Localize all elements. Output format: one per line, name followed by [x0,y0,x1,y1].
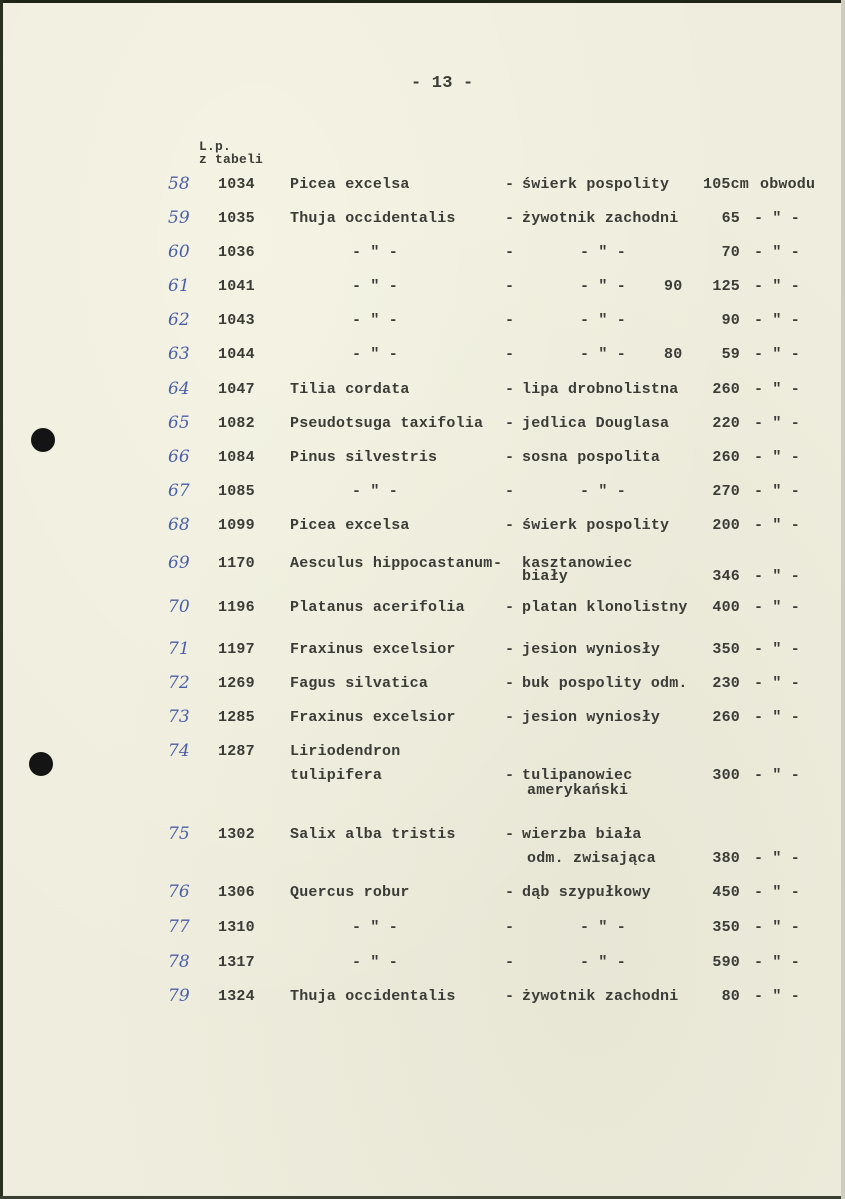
circumference: 350 [712,919,740,936]
handwritten-number: 77 [168,917,190,937]
handwritten-number: 78 [168,952,190,972]
table-number: 1269 [218,675,255,692]
table-number: 1036 [218,244,255,261]
ditto-unit: - " - [754,449,801,466]
ditto-unit: - " - [754,954,801,971]
polish-name: świerk pospolity [522,176,670,193]
dash: - [505,210,515,227]
ditto-unit: - " - [754,919,801,936]
polish-name: jesion wyniosły [522,641,661,658]
latin-name: Aesculus hippocastanum [290,555,493,572]
column-header-lp: L.p. [199,139,232,154]
table-number: 1310 [218,919,255,936]
dash: - [505,675,515,692]
polish-name: żywotnik zachodni [522,988,679,1005]
dash: - [505,954,515,971]
punch-hole-top [31,428,55,452]
handwritten-number: 65 [168,413,190,433]
circumference: 260 [712,381,740,398]
circumference: 270 [712,483,740,500]
circumference: 230 [712,675,740,692]
table-number: 1041 [218,278,255,295]
polish-name: - " - [580,244,627,261]
polish-name: platan klonolistny [522,599,688,616]
handwritten-number: 67 [168,481,190,501]
table-number: 1084 [218,449,255,466]
polish-name: sosna pospolita [522,449,661,466]
table-number: 1197 [218,641,255,658]
table-number: 1034 [218,176,255,193]
table-number: 1317 [218,954,255,971]
circumference: 260 [712,709,740,726]
latin-name: - " - [352,483,399,500]
table-number: 1306 [218,884,255,901]
latin-name: Thuja occidentalis [290,988,456,1005]
latin-name: Picea excelsa [290,517,410,534]
circumference: 200 [712,517,740,534]
ditto-unit: - " - [754,346,801,363]
polish-name: buk pospolity odm. [522,675,688,692]
dash: - [505,483,515,500]
polish-name: - " - [580,483,627,500]
dash: - [505,826,515,843]
circumference: 380 [712,850,740,867]
dash: - [505,312,515,329]
latin-name: Fagus silvatica [290,675,429,692]
circumference: 59 [721,346,740,363]
latin-name: Picea excelsa [290,176,410,193]
handwritten-number: 75 [168,824,190,844]
handwritten-number: 66 [168,447,190,467]
polish-name: - " - [580,278,627,295]
latin-name: Pseudotsuga taxifolia [290,415,484,432]
latin-name: Quercus robur [290,884,410,901]
latin-name-line2: tulipifera [290,767,383,784]
table-number: 1047 [218,381,255,398]
ditto-unit: - " - [754,850,801,867]
dash: - [505,278,515,295]
polish-name: tulipanowiec [522,767,633,784]
dash: - [505,767,515,784]
handwritten-number: 61 [168,276,190,296]
extra-measure: 90 [664,278,683,295]
latin-name: Tilia cordata [290,381,410,398]
polish-name-line2: biały [522,568,569,585]
ditto-unit: - " - [754,517,801,534]
circumference: 220 [712,415,740,432]
ditto-unit: - " - [754,884,801,901]
polish-name: jesion wyniosły [522,709,661,726]
polish-name: jedlica Douglasa [522,415,670,432]
latin-name: - " - [352,919,399,936]
polish-name: - " - [580,919,627,936]
handwritten-number: 62 [168,310,190,330]
column-header-z-tabeli: z tabeli [199,152,264,167]
table-number: 1099 [218,517,255,534]
circumference: 260 [712,449,740,466]
handwritten-number: 79 [168,986,190,1006]
page-number: - 13 - [411,74,474,93]
table-number: 1287 [218,743,255,760]
dash: - [505,449,515,466]
dash: - [505,381,515,398]
latin-name: Thuja occidentalis [290,210,456,227]
polish-name: żywotnik zachodni [522,210,679,227]
circumference: 105cm [703,176,750,193]
punch-hole-bottom [29,752,53,776]
dash: - [505,884,515,901]
polish-name: kasztanowiec [522,555,633,572]
table-number: 1035 [218,210,255,227]
dash: - [505,919,515,936]
ditto-unit: - " - [754,675,801,692]
dash: - [505,346,515,363]
circumference: 70 [721,244,740,261]
circumference: 65 [721,210,740,227]
handwritten-number: 69 [168,553,190,573]
ditto-unit: - " - [754,483,801,500]
table-number: 1324 [218,988,255,1005]
handwritten-number: 70 [168,597,190,617]
circumference: 346 [712,568,740,585]
polish-name: - " - [580,312,627,329]
dash: - [505,244,515,261]
ditto-unit: - " - [754,988,801,1005]
dash: - [493,555,503,572]
ditto-unit: - " - [754,381,801,398]
ditto-unit: - " - [754,312,801,329]
latin-name: Liriodendron [290,743,401,760]
handwritten-number: 68 [168,515,190,535]
polish-name: świerk pospolity [522,517,670,534]
latin-name: - " - [352,278,399,295]
ditto-unit: - " - [754,568,801,585]
ditto-unit: - " - [754,709,801,726]
latin-name: - " - [352,346,399,363]
table-number: 1196 [218,599,255,616]
polish-name: - " - [580,954,627,971]
scan-edge-right [841,0,845,1199]
table-number: 1044 [218,346,255,363]
dash: - [505,599,515,616]
unit-label: obwodu [760,176,816,193]
circumference: 450 [712,884,740,901]
dash: - [505,641,515,658]
ditto-unit: - " - [754,278,801,295]
ditto-unit: - " - [754,767,801,784]
polish-name-line2: odm. zwisająca [527,850,656,867]
handwritten-number: 71 [168,639,190,659]
circumference: 350 [712,641,740,658]
handwritten-number: 74 [168,741,190,761]
polish-name: wierzba biała [522,826,642,843]
handwritten-number: 60 [168,242,190,262]
circumference: 590 [712,954,740,971]
polish-name-line2: amerykański [527,782,629,799]
table-number: 1085 [218,483,255,500]
circumference: 90 [721,312,740,329]
latin-name: Platanus acerifolia [290,599,465,616]
table-number: 1285 [218,709,255,726]
handwritten-number: 59 [168,208,190,228]
table-number: 1082 [218,415,255,432]
latin-name: Fraxinus excelsior [290,709,456,726]
dash: - [505,176,515,193]
dash: - [505,988,515,1005]
latin-name: Fraxinus excelsior [290,641,456,658]
latin-name: - " - [352,954,399,971]
latin-name: Salix alba tristis [290,826,456,843]
polish-name: - " - [580,346,627,363]
ditto-unit: - " - [754,415,801,432]
table-number: 1170 [218,555,255,572]
handwritten-number: 72 [168,673,190,693]
table-number: 1043 [218,312,255,329]
ditto-unit: - " - [754,641,801,658]
table-number: 1302 [218,826,255,843]
ditto-unit: - " - [754,210,801,227]
circumference: 400 [712,599,740,616]
latin-name: - " - [352,244,399,261]
polish-name: lipa drobnolistna [522,381,679,398]
handwritten-number: 73 [168,707,190,727]
latin-name: Pinus silvestris [290,449,438,466]
dash: - [505,415,515,432]
polish-name: dąb szypułkowy [522,884,651,901]
extra-measure: 80 [664,346,683,363]
handwritten-number: 76 [168,882,190,902]
dash: - [505,709,515,726]
handwritten-number: 63 [168,344,190,364]
circumference: 300 [712,767,740,784]
ditto-unit: - " - [754,599,801,616]
circumference: 125 [712,278,740,295]
handwritten-number: 64 [168,379,190,399]
dash: - [505,517,515,534]
latin-name: - " - [352,312,399,329]
circumference: 80 [721,988,740,1005]
ditto-unit: - " - [754,244,801,261]
handwritten-number: 58 [168,174,190,194]
